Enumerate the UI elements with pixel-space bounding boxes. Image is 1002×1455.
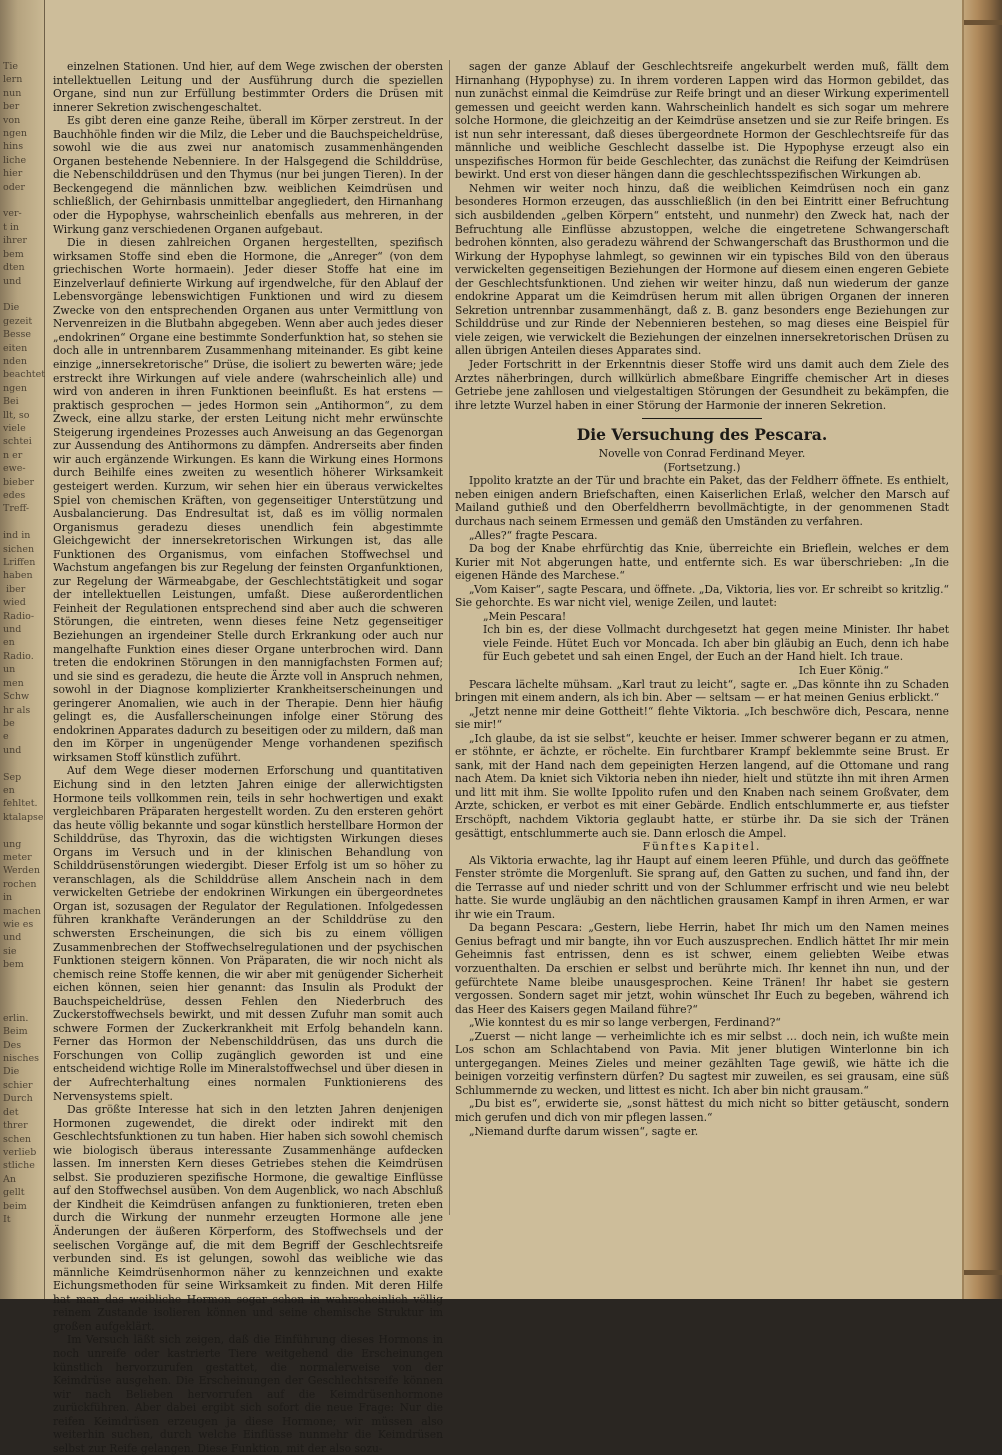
paragraph-2: Es gibt deren eine ganze Reihe, überall im Körper zerstreut. In der Bauchhöhle finden wir die Milz, die Leber und die Bauchspeicheldrüse, sowohl wie die aus zwei nur anatomisch zusammenhängenden Organen bestehende Nebenniere. In der Halsgegend die Schilddrüse, die Nebenschilddrüsen und den Thymus (nur bei jungen Tieren). In der Beckengegend die männlichen bzw. weiblichen Keimdrüsen und schließlich, der Gehirnbasis unmittelbar angegliedert, den Hirnanhang oder die Hypophyse, wahrscheinlich ebenfalls aus mehreren, in der Wirkung ganz verschiedenen Organen aufgebaut. <box>53 114 443 236</box>
story-continued: (Fortsetzung.) <box>663 460 741 474</box>
column-divider <box>449 60 450 1215</box>
story-paragraph-2: „Alles?“ fragte Pescara. <box>469 528 598 542</box>
story-subtitle: Novelle von Conrad Ferdinand Meyer. <box>598 447 806 461</box>
letter-line-2: Ich bin es, der diese Vollmacht durchgesetzt hat gegen meine Minister. Ihr habet viele Feinde. Hütet Euch vor Moncada. Ich aber bin gläubig an Euch, denn ich habe für Euch gebetet und sah einen Engel, der Euch an der Hand hielt. Ich traue. <box>483 623 949 664</box>
story-paragraph-1: Als Viktoria erwachte, lag ihr Haupt auf einem leeren Pfühle, und durch das geöffnete Fenster strömte die Morgenluft. Sie sprang auf, den Gatten zu suchen, und fand ihn, der die Terrasse auf und nieder schritt und von der Schlummer erfrischt und wie neu belebt hatte. Sie wurde ungläubig an den nächtlichen grausamen Kampf in ihren Armen, er war ihr wie ein Traum. <box>455 853 949 921</box>
story-paragraph-2: Da begann Pescara: „Gestern, liebe Herrin, habet Ihr mich um den Namen meines Genius befragt und mir bangte, ihn vor Euch auszusprechen. Endlich hättet Ihr mir mein Geheimnis fast entrissen, denn es ist schwer, einem geliebten Weibe etwas vorzuenthalten. Da erschien er selbst und berührte mich. Ihr kennet ihn nun, und der gefürchtete Name bleibe unausgesprochen. Keine Tränen! Ihr habet sie gestern vergossen. Sondern saget mir jetzt, wohin wünschet Ihr Euch zu begeben, während ich das Heer des Kaisers gegen Mailand führe?“ <box>455 921 949 1016</box>
letter-signature: Ich Euer König.“ <box>798 663 889 677</box>
paragraph-3: Die in diesen zahlreichen Organen hergestellten, spezifisch wirksamen Stoffe sind eben die Hormone, die „Anreger“ (von dem griechischen Worte hormaein). Jeder dieser Stoffe hat eine im Einzelverlauf definierte Wirkung auf irgendwelche, für den Ablauf der Lebensvorgänge lebenswichtigen Funktionen und wird zu diesem Zwecke von den entsprechenden Organen aus unter Vermittlung von Nervenreizen in die Blutbahn abgegeben. Wenn aber auch jedes dieser „endokrinen“ Organe eine bestimmte Sonderfunktion hat, so stehen sie doch alle in untrennbarem Zusammenhang miteinander. Es gibt keine einzige „innersekretorische“ Drüse, die isoliert zu bewerten wäre; jede erstreckt ihre Wirkungen auf viele andere (wahrscheinlich alle) und wird von anderen in ihren Funktionen beeinflußt. Es hat erstens — praktisch gesprochen — jedes Hormon sein „Antihormon“, zu dem Zweck, eine allzu starke, der ersten Leitung nicht mehr erwünschte Steigerung irgendeines Prozesses auch Anweisung an das Gegenorgan zur Aussendung des Antihormons zu dämpfen. Andrerseits aber finden wir auch ergänzende Wirkungen. Es kann die Wirkung eines Hormons durch Beihilfe eines zweiten zu wesentlich höherer Wirksamkeit gesteigert werden. Kurzum, wir sehen hier ein überaus verwickeltes Spiel von chemischen Kräften, von gegenseitiger Unterstützung und Ausbalancierung. Das Endresultat ist, daß es im völlig normalen Organismus geradezu dieses unendlich fein abgestimmte Gleichgewicht der innersekretorischen Wirkungen ist, das alle Funktionen des Organismus, vom einfachen Stoffwechsel und Wachstum angefangen bis zur Regelung der feinsten Organfunktionen, zur Regelung der Wärmeabgabe, der Geschlechtstätigkeit und sogar der intellektuellen Leistungen, umfaßt. Diese außerordentlichen Feinheit der Regulationen entsprechend sind aber auch die schweren Störungen, die eintreten, wenn dieses feine Netz gegenseitiger Beziehungen an irgendeiner Stelle durch Erkrankung oder auch nur mangelhafte Funktion eines dieser Organe unterbrochen wird. Dann treten die endokrinen Störungen in den mannigfachsten Formen auf; und sie sind es geradezu, die heute die Ärzte voll in Anspruch nehmen, sowohl in der Diagnose komplizierter Krankheitserscheinungen und geringerer Anomalien, wie auch in der Therapie. Denn hier häufig gelingt es, die Ausfallerscheinungen infolge einer Störung des endokrinen Apparates dadurch zu beseitigen oder zu mildern, daß man den im Körper in ungenügender Menge vorhandenen spezifisch wirksamen Stoff künstlich zuführt. <box>53 236 443 764</box>
margin-fragment: Tie lern nun ber von ngen hins liche hier oder ver- t in ihrer bem dten und Die gezeit Besse eiten nden beachtet ngen Bei llt, so viele schtei n er ewe- bieber edes Treff- ind in sichen Lriffen haben iber wied Radio- und en Radio. un men Schw hr als be e und Sep en fehltet. ktalapse ung meter Werden rochen in machen wie es und sie bem erlin. Beim Des nisches Die schier Durch det threr schen verlieb stliche An gellt beim It <box>3 61 46 1225</box>
paragraph-3: Jeder Fortschritt in der Erkenntnis dieser Stoffe wird uns damit auch dem Ziele des Arztes näherbringen, durch willkürlich abmeßbare Eingriffe chemischer Art in dieses Getriebe jene zahllosen und vielgestaltigen Störungen der Gesundheit zu bekämpfen, die ihre letzte Wurzel haben in einer Störung der Harmonie der inneren Sekretion. <box>455 358 949 412</box>
story-paragraphs-a <box>455 474 949 609</box>
story-paragraph-6: „Niemand durfte darum wissen“, sagte er. <box>469 1124 699 1138</box>
paragraph-4: Auf dem Wege dieser modernen Erforschung und quantitativen Eichung sind in den letzten Jahren einige der allerwichtigsten Hormone teils vollkommen rein, teils in sehr hochwertigen und exakt vergleichbaren Präparaten hergestellt worden. Zu den ersteren gehört das heute völlig bekannte und sogar künstlich herstellbare Hormon der Schilddrüse, das Thyroxin, das die wichtigsten Wirkungen dieses Organs im Versuch und in der klinischen Behandlung von Schilddrüsenstörungen wiedergibt. Dieser Erfolg ist um so höher zu veranschlagen, als die Schilddrüse allem Anschein nach in dem verwickelten Getriebe der endokrinen Wirkungen ein übergeordnetes Organ ist, sozusagen der Regulator der Regulationen. Infolgedessen führen krankhafte Veränderungen an der Schilddrüse zu den schwersten Erscheinungen, die sich bis zu einem völligen Zusammenbrechen der Stoffwechselregulationen und der psychischen Funktionen steigern können. Von Präparaten, die wir noch nicht als chemisch reine Stoffe kennen, die wir aber mit genügender Sicherheit eichen können, seien hier genannt: das Insulin als Produkt der Bauchspeicheldrüse, dessen Fehlen den Niederbruch des Zuckerstoffwechsels bewirkt, und mit dessen Zufuhr man somit auch schwere Formen der Zuckerkrankheit mit Erfolg behandeln kann. Ferner das Hormon der Nebenschilddrüsen, das uns durch die Forschungen von Collip zugänglich geworden ist und eine entscheidend wichtige Rolle im Mineralstoffwechsel und über diesen in der Aufrechterhaltung eines normalen Funktionierens des Nervensystems spielt. <box>53 764 443 1103</box>
paragraph-5: Das größte Interesse hat sich in den letzten Jahren denjenigen Hormonen zugewendet, die direkt oder indirekt mit den Geschlechtsfunktionen zu tun haben. Hier haben sich sowohl chemisch wie biologisch überaus interessante Zusammenhänge aufdecken lassen. Im innersten Kern dieses Getriebes stehen die Keimdrüsen selbst. Sie produzieren spezifische Hormone, die gewaltige Einflüsse auf den Stoffwechsel ausüben. Von dem Augenblick, wo nach Abschluß der Kindheit die Keimdrüsen anfangen zu funktionieren, treten eben durch die Wirkung der nunmehr erzeugten Hormone alle jene Änderungen der äußeren Körperform, des Stoffwechsels und der seelischen Vorgänge auf, die mit dem Begriff der Geschlechtsreife verbunden sind. Es ist gelungen, sowohl das weibliche wie das männliche Keimdrüsenhormon näher zu kennzeichnen und exakte Eichungsmethoden für seine Wirksamkeit zu finden. Mit deren Hilfe hat man das weibliche Hormon sogar schon in wahrscheinlich völlig reinem Zustande isolieren können und seine chemische Struktur im großen aufgeklärt. <box>53 1103 443 1333</box>
chapter-heading: Fünftes Kapitel. <box>642 840 762 854</box>
story-paragraph-1: Ippolito kratzte an der Tür und brachte ein Paket, das der Feldherr öffnete. Es enthielt, neben einigen andern Briefschaften, einen Kaiserlichen Erlaß, welcher den Marsch auf Mailand guthieß und den Oberfeldherrn bevollmächtigte, in der genommenen Stadt durchaus nach seinem Ermessen und gemäß den Umständen zu verfahren. <box>455 474 949 528</box>
story-paragraph-1: Pescara lächelte mühsam. „Karl traut zu leicht“, sagte er. „Das könnte ihn zu Schaden bringen mit einem andern, als ich bin. Aber — seltsam — er hat meinen Genius erblickt.“ <box>455 677 949 705</box>
story-paragraph-3: Da bog der Knabe ehrfürchtig das Knie, überreichte ein Brieflein, welches er dem Kurier mit Not abgerungen hatte, und entfernte sich. Es war überschrieben: „In die eigenen Hände des Marchese.“ <box>455 542 949 583</box>
story-paragraph-3: „Wie konntest du es mir so lange verbergen, Ferdinand?“ <box>469 1016 781 1030</box>
story-paragraph-4: „Vom Kaiser“, sagte Pescara, und öffnete. „Da, Viktoria, lies vor. Er schreibt so kritzlig.“ Sie gehorchte. Es war nicht viel, wenige Zeilen, und lautet: <box>455 582 949 610</box>
story-paragraphs-c <box>455 854 949 1138</box>
story-paragraph-3: „Ich glaube, da ist sie selbst“, keuchte er heiser. Immer schwerer begann er zu atmen, er stöhnte, er ächzte, er röchelte. Ein furchtbarer Krampf beklemmte seine Brust. Er sank, mit der Hand nach dem gepeinigten Herzen langend, auf die Ottomane und rang nach Atem. Da kniet sich Viktoria neben ihn nieder, hielt und stützte ihn mit ihren Armen und litt mit ihm. Sie wollte Ippolito rufen und den Knaben nach seinem Großvater, dem Arzte, schicken, er verbot es mit einer Gebärde. Endlich entschlummerte er, aus tiefster Erschöpft, nachdem Viktoria geglaubt hatte, er stürbe ihr. Da sie sich der Tränen gesättigt, entschlummerte auch sie. Dann erlosch die Ampel. <box>455 731 949 840</box>
story-paragraphs-b <box>455 678 949 841</box>
left-column <box>53 60 443 1455</box>
previous-page-margin <box>0 0 45 1299</box>
right-column <box>455 60 949 1138</box>
paragraph-2: Nehmen wir weiter noch hinzu, daß die weiblichen Keimdrüsen noch ein ganz besonderes Hormon erzeugen, das ausschließlich (in den bei Eintritt einer Befruchtung sich ausbildenden „gelben Körpern“ entsteht, und nunmehr) den Zweck hat, nach der Befruchtung alle Einflüsse abzustoppen, welche die eingetretene Schwangerschaft bedrohen könnten, also geradezu während der Schwangerschaft das Brusthormon und die Wirkung der Hypophyse lahmlegt, so gewinnen wir ein typisches Bild von den überaus verwickelten gegenseitigen Beziehungen der Hormone auf diesem einen engeren Gebiete der Geschlechtsfunktionen. Und ziehen wir weiter hinzu, daß nun wiederum der ganze endokrine Apparat um die Keimdrüsen herum mit allen übrigen Organen der inneren Sekretion untrennbar zusammenhängt, daß z. B. ganz besonders enge Beziehungen zur Schilddrüse und zur Rinde der Nebennieren bestehen, so mag dieses eine Beispiel für viele zeigen, wie verwickelt die Beziehungen der einzelnen innersekretorischen Drüsen zu allen übrigen Anteilen dieses Apparates sind. <box>455 181 949 358</box>
story-title: Die Versuchung des Pescara. <box>576 425 828 445</box>
letter-line-1: „Mein Pescara! <box>483 609 567 623</box>
book-binding-edge <box>962 0 1002 1299</box>
story-paragraph-2: „Jetzt nenne mir deine Gottheit!“ flehte Viktoria. „Ich beschwöre dich, Pescara, nenne sie mir!“ <box>455 704 949 732</box>
paragraph-1: sagen der ganze Ablauf der Geschlechtsreife angekurbelt werden muß, fällt dem Hirnanhang (Hypophyse) zu. In ihrem vorderen Lappen wird das Hormon gebildet, das nun zunächst einmal die Keimdrüse zur Reife bringt und an dieser Wirkung experimentell gemessen und geeicht werden kann. Wahrscheinlich handelt es sich sogar um mehrere solche Hormone, die gleichzeitig an der Keimdrüse ansetzen und sie zur Reife bringen. Es ist nun sehr interessant, daß dieses übergeordnete Hormon der Geschlechtsreife für das männliche und weibliche Geschlecht dasselbe ist. Die Hypophyse erzeugt also ein unspezifisches Hormon für beide Geschlechter, das zunächst die Reifung der Keimdrüsen bewirkt. Und erst von dieser hängen dann die geschlechtsspezifischen Wirkungen ab. <box>455 60 949 182</box>
section-rule <box>642 418 762 419</box>
story-paragraph-4: „Zuerst — nicht lange — verheimlichte ich es mir selbst … doch nein, ich wußte mein Los schon am Schlachtabend von Pavia. Mit jener blutigen Winterlonne bin ich untergegangen. Meines Zieles und meiner gezählten Tage gewiß, wie hätte ich die beinigen vorzeitig verfinstern dürfen? Du sagtest mir zuweilen, es sei grausam, eine süß Schlummernde zu wecken, und littest es nicht. Ich aber bin nicht grausam.“ <box>455 1029 949 1097</box>
story-paragraph-5: „Du bist es“, erwiderte sie, „sonst hättest du mich nicht so bitter getäuscht, sondern mich gerufen und dich von mir pflegen lassen.“ <box>455 1097 949 1125</box>
emperor-letter <box>455 610 949 664</box>
article-continuation <box>455 60 949 412</box>
paragraph-6: Im Versuch läßt sich zeigen, daß die Einführung dieses Hormons in noch unreife oder kastrierte Tiere weitgehend die Erscheinungen künstlich hervorzurufen gestattet, die normalerweise von der Keimdrüse ausgehen. Die Erscheinungen der Geschlechtsreife können wir nach Belieben hervorrufen auf die Keimdrüsenhormone zurückführen. Aber dabei ergibt sich sofort die neue Frage: Nur die reifen Keimdrüsen erzeugen ja diese Hormone; wir müssen also weiterhin suchen, durch welche Einflüsse nunmehr die Keimdrüsen selbst zur Reife gelangen. Diese Funktion, mit der also sozu- <box>53 1333 443 1455</box>
paragraph-1: einzelnen Stationen. Und hier, auf dem Wege zwischen der obersten intellektuellen Leitung und der Ausführung durch die speziellen Organe, sind nun zur Erfüllung bestimmter Orders die Drüsen mit innerer Sekretion zwischengeschaltet. <box>53 60 443 114</box>
